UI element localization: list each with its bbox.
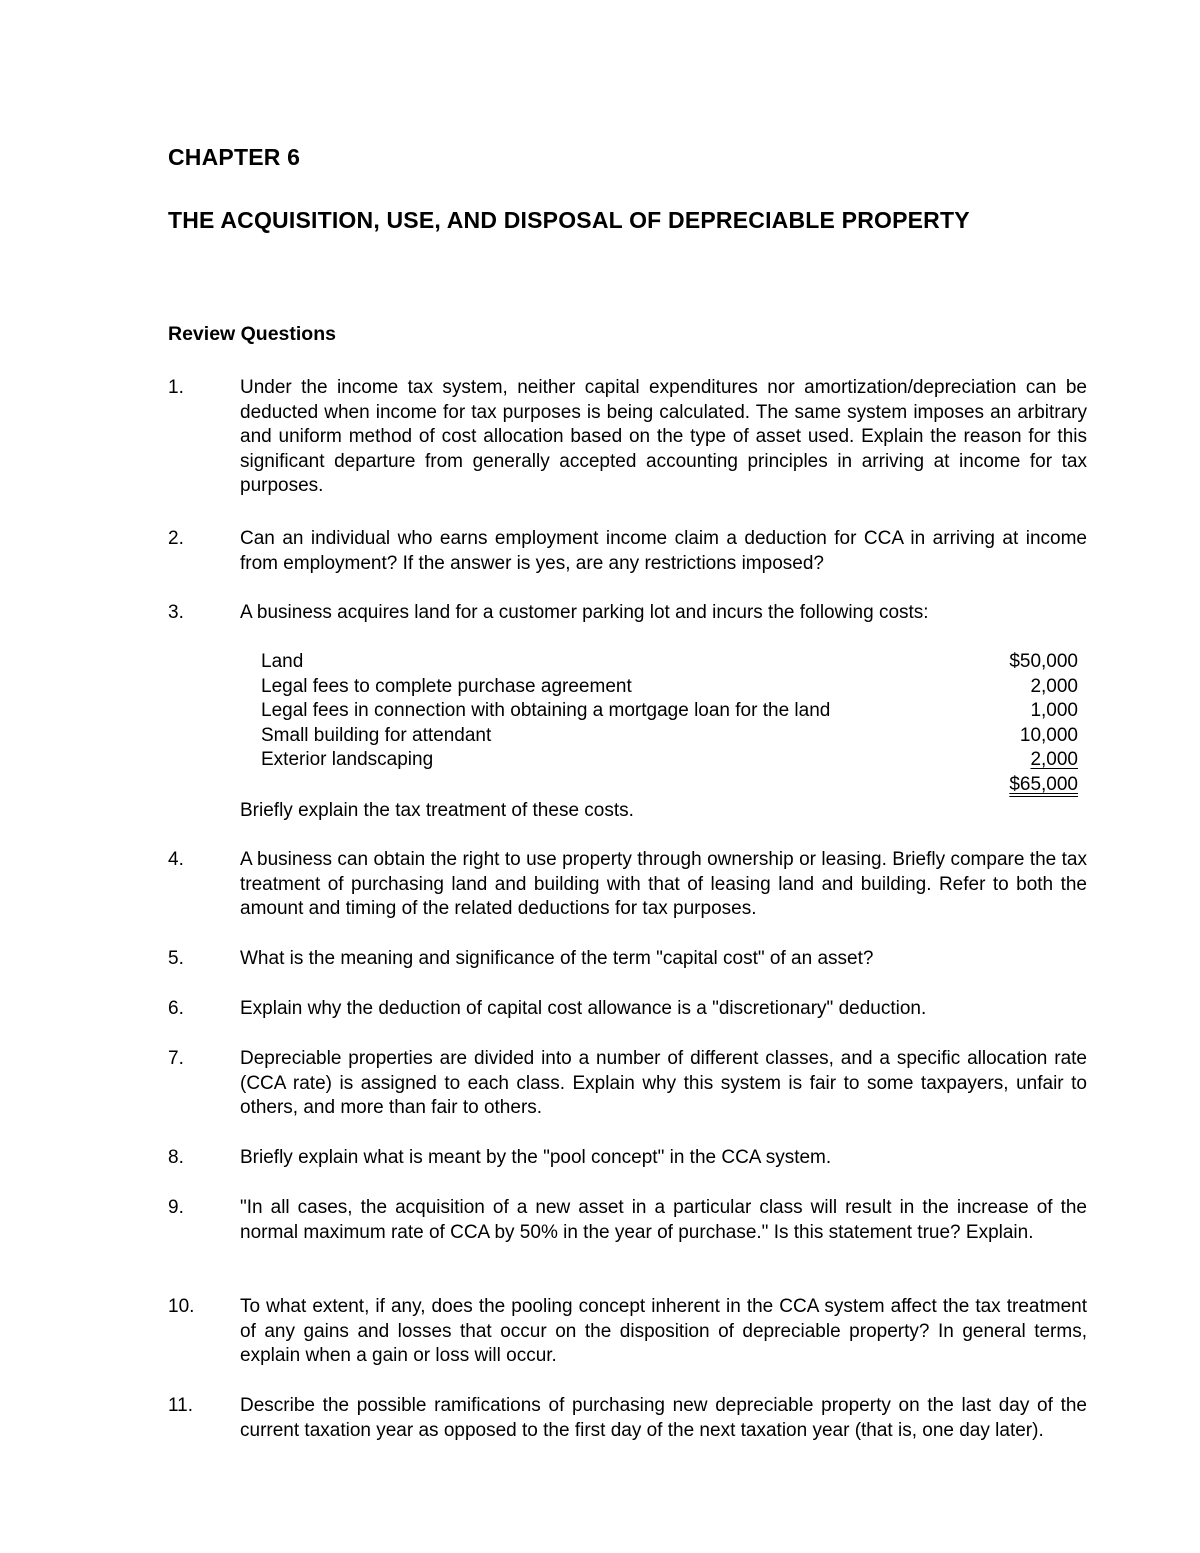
- question-6: [168, 997, 1088, 1022]
- question-number: 1.: [168, 377, 184, 398]
- cost-row: [261, 675, 1078, 700]
- cost-row: [261, 748, 1078, 773]
- cost-value: 2,000: [1030, 749, 1078, 771]
- question-number: 8.: [168, 1147, 184, 1168]
- question-2: [168, 527, 1088, 576]
- cost-value: 1,000: [1030, 700, 1078, 722]
- question-number: 4.: [168, 849, 184, 870]
- question-1: [168, 376, 1088, 499]
- question-number: 9.: [168, 1197, 184, 1218]
- cost-label: Land: [261, 651, 304, 672]
- question-number: 7.: [168, 1048, 184, 1069]
- cost-label: Legal fees in connection with obtaining a mortgage loan for the land: [261, 700, 831, 722]
- cost-total-row: [261, 773, 1078, 798]
- question-4: [168, 848, 1088, 922]
- question-text: Depreciable properties are divided into a number of different classes, and a specific allocation rate (CCA rate) is assigned to each class. Explain why this system is fair to some taxpayers, unfair to others, and more than fair to others.: [240, 1048, 1087, 1119]
- cost-total: $65,000: [1009, 773, 1078, 795]
- question-9: [168, 1196, 1088, 1245]
- question-number: 2.: [168, 528, 184, 549]
- question-text: Briefly explain what is meant by the "pool concept" in the CCA system.: [240, 1147, 832, 1168]
- question-number: 3.: [168, 602, 184, 623]
- question-5: [168, 947, 1088, 972]
- cost-row: [261, 724, 1078, 749]
- question-text: Can an individual who earns employment income claim a deduction for CCA in arriving at income from employment? If the answer is yes, are any restrictions imposed?: [240, 528, 1087, 574]
- cost-label: Small building for attendant: [261, 724, 492, 746]
- question-11: [168, 1394, 1088, 1443]
- cost-row: [261, 650, 1078, 675]
- chapter-label: CHAPTER 6: [168, 144, 301, 170]
- question-text: Explain why the deduction of capital cost allowance is a "discretionary" deduction.: [240, 998, 927, 1019]
- question-text: Under the income tax system, neither capital expenditures nor amortization/depreciation can be deducted when income for tax purposes is being calculated. The same system imposes an arbitrary and uniform method of cost allocation based on the type of asset used. Explain the reason for this significant departure from generally accepted accounting principles in arriving at income for tax purposes.: [240, 377, 1087, 497]
- question-7: [168, 1047, 1088, 1121]
- cost-label: Exterior landscaping: [261, 749, 434, 771]
- cost-label: Legal fees to complete purchase agreement: [261, 675, 632, 697]
- cost-value: 10,000: [1019, 724, 1078, 746]
- question-3-followup: Briefly explain the tax treatment of these costs.: [240, 800, 634, 821]
- cost-value: 2,000: [1030, 675, 1078, 697]
- question-number: 5.: [168, 948, 184, 969]
- chapter-title: THE ACQUISITION, USE, AND DISPOSAL OF DEPRECIABLE PROPERTY: [168, 207, 970, 233]
- cost-value: $50,000: [1009, 651, 1078, 672]
- question-number: 10.: [168, 1296, 195, 1317]
- section-heading: Review Questions: [168, 323, 336, 345]
- question-number: 6.: [168, 998, 184, 1019]
- question-text: A business acquires land for a customer parking lot and incurs the following costs:: [240, 602, 929, 623]
- question-10: [168, 1295, 1088, 1369]
- question-text: "In all cases, the acquisition of a new asset in a particular class will result in the increase of the normal maximum rate of CCA by 50% in the year of purchase." Is this statement true? Explain.: [240, 1197, 1087, 1243]
- question-8: [168, 1146, 1088, 1171]
- cost-row: [261, 699, 1078, 724]
- question-number: 11.: [168, 1395, 194, 1416]
- cost-table: [261, 650, 1078, 798]
- question-text: A business can obtain the right to use property through ownership or leasing. Briefly compare the tax treatment of purchasing land and building with that of leasing land and building. Refer to both the amount and timing of the related deductions for tax purposes.: [240, 849, 1087, 920]
- question-text: To what extent, if any, does the pooling concept inherent in the CCA system affect the tax treatment of any gains and losses that occur on the disposition of depreciable property? In general terms, explain when a gain or loss will occur.: [240, 1296, 1087, 1367]
- question-text: Describe the possible ramifications of purchasing new depreciable property on the last day of the current taxation year as opposed to the first day of the next taxation year (that is, one day later).: [240, 1395, 1087, 1441]
- question-text: What is the meaning and significance of the term "capital cost" of an asset?: [240, 948, 874, 969]
- question-3: [168, 601, 1088, 626]
